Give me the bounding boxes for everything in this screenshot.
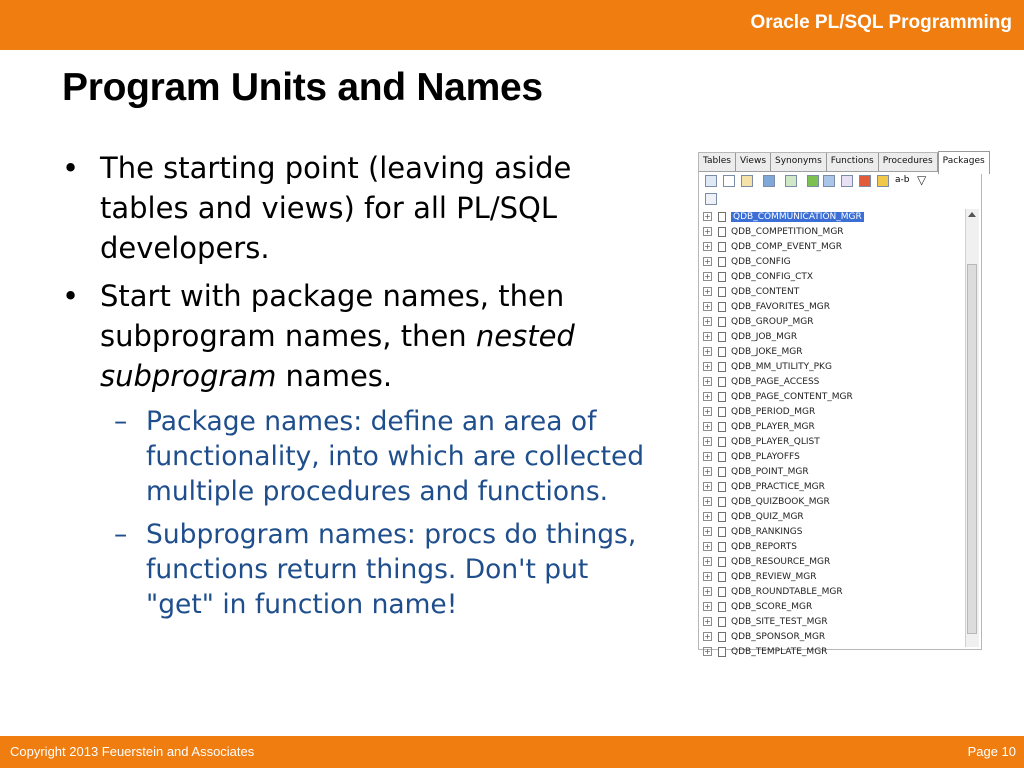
package-tree-item[interactable] (703, 239, 961, 254)
package-name: QDB_COMMUNICATION_MGR (733, 211, 862, 222)
package-name: QDB_GROUP_MGR (731, 316, 814, 327)
schema-browser-screenshot (698, 152, 985, 657)
package-icon (718, 347, 726, 357)
sub-bullet-text: Subprogram names: procs do things, functions return things. Don't put "get" in function name! (146, 519, 637, 620)
slide-body (62, 148, 662, 630)
expand-icon[interactable]: + (704, 467, 711, 476)
expand-icon[interactable]: + (704, 422, 711, 431)
package-tree-item[interactable] (703, 254, 961, 269)
package-name: QDB_CONFIG_CTX (731, 271, 814, 282)
compare-text[interactable]: a-b (895, 175, 910, 185)
package-icon (718, 647, 726, 657)
expand-icon[interactable]: + (704, 572, 711, 581)
package-icon (718, 572, 726, 582)
package-name: QDB_SITE_TEST_MGR (731, 616, 828, 627)
package-icon (718, 557, 726, 567)
describe-icon[interactable] (705, 193, 717, 205)
bullet-item (62, 148, 662, 268)
package-name: QDB_PLAYER_MGR (731, 421, 815, 432)
package-name: QDB_PLAYER_QLIST (731, 436, 820, 447)
dash-glyph: – (114, 406, 128, 437)
expand-icon[interactable]: + (704, 347, 711, 356)
package-name: QDB_PAGE_CONTENT_MGR (731, 391, 853, 402)
dash-glyph: – (114, 519, 128, 550)
package-name: QDB_PERIOD_MGR (731, 406, 816, 417)
tab-functions[interactable]: Functions (827, 153, 879, 171)
sub-bullet-text: Package names: define an area of functionality, into which are collected multiple procedures and functions. (146, 406, 645, 507)
package-name: QDB_QUIZBOOK_MGR (731, 496, 830, 507)
package-tree (703, 209, 961, 659)
tab-synonyms[interactable]: Synonyms (771, 153, 827, 171)
package-tree-item[interactable] (703, 434, 961, 449)
expand-icon[interactable]: + (704, 632, 711, 641)
compile-icon[interactable] (785, 175, 797, 187)
vertical-scrollbar[interactable] (965, 209, 979, 647)
expand-icon[interactable]: + (704, 302, 711, 311)
package-icon (718, 392, 726, 402)
package-icon (718, 512, 726, 522)
bullet-text: The starting point (leaving aside tables and views) for all PL/SQL developers. (100, 151, 572, 265)
package-tree-item[interactable] (703, 359, 961, 374)
sub-bullet-item (62, 517, 662, 622)
package-name: QDB_RANKINGS (731, 526, 803, 537)
package-tree-item[interactable] (703, 614, 961, 629)
favorite-icon[interactable] (877, 175, 889, 187)
filter-icon[interactable]: ▽ (917, 173, 927, 187)
package-tree-item[interactable] (703, 599, 961, 614)
footer-bar (0, 736, 1024, 768)
sql-icon[interactable] (841, 175, 853, 187)
edit-icon[interactable] (741, 175, 753, 187)
package-icon (718, 212, 726, 222)
run-icon[interactable] (807, 175, 819, 187)
expand-icon[interactable]: + (704, 587, 711, 596)
expand-icon[interactable]: + (704, 407, 711, 416)
browser-toolbar (703, 173, 973, 207)
expand-icon[interactable]: + (704, 287, 711, 296)
expand-icon[interactable]: + (704, 617, 711, 626)
tab-packages[interactable]: Packages (938, 151, 990, 174)
package-icon (718, 317, 726, 327)
package-tree-item[interactable] (703, 329, 961, 344)
package-tree-item[interactable] (703, 344, 961, 359)
expand-icon[interactable]: + (704, 227, 711, 236)
package-name: QDB_POINT_MGR (731, 466, 809, 477)
package-tree-item[interactable] (703, 284, 961, 299)
sub-bullet-item (62, 404, 662, 509)
package-icon (718, 587, 726, 597)
package-name: QDB_PRACTICE_MGR (731, 481, 825, 492)
save-icon[interactable] (763, 175, 775, 187)
package-icon (718, 482, 726, 492)
page-number: Page 10 (967, 744, 1016, 759)
package-name: QDB_COMP_EVENT_MGR (731, 241, 843, 252)
package-icon (718, 602, 726, 612)
expand-icon[interactable]: + (704, 542, 711, 551)
package-name: QDB_MM_UTILITY_PKG (731, 361, 832, 372)
expand-icon[interactable]: + (704, 437, 711, 446)
package-name: QDB_JOKE_MGR (731, 346, 803, 357)
package-icon (718, 617, 726, 627)
expand-icon[interactable]: + (704, 212, 711, 221)
package-tree-item[interactable] (703, 389, 961, 404)
bullet-text-post: names. (276, 359, 393, 393)
package-name: QDB_JOB_MGR (731, 331, 798, 342)
expand-icon[interactable]: + (704, 482, 711, 491)
expand-icon[interactable]: + (704, 272, 711, 281)
bullet-glyph: • (62, 279, 80, 313)
package-tree-item[interactable] (703, 629, 961, 644)
tab-views[interactable]: Views (736, 153, 771, 171)
package-name: QDB_REVIEW_MGR (731, 571, 817, 582)
expand-icon[interactable]: + (704, 512, 711, 521)
new-file-icon[interactable] (723, 175, 735, 187)
bullet-text-emphasis: nested subprogram (100, 319, 575, 393)
expand-icon[interactable]: + (704, 527, 711, 536)
package-icon (718, 332, 726, 342)
package-tree-item[interactable] (703, 449, 961, 464)
package-name: QDB_QUIZ_MGR (731, 511, 804, 522)
package-icon (718, 437, 726, 447)
expand-icon[interactable]: + (704, 242, 711, 251)
package-name: QDB_SCORE_MGR (731, 601, 813, 612)
package-icon (718, 407, 726, 417)
view-icon[interactable] (705, 175, 717, 187)
tools-icon[interactable] (859, 175, 871, 187)
package-name: QDB_TEMPLATE_MGR (731, 646, 828, 657)
tab-procedures[interactable]: Procedures (879, 153, 938, 171)
package-tree-item[interactable] (703, 224, 961, 239)
bullet-glyph: • (62, 151, 80, 185)
package-name: QDB_CONFIG (731, 256, 791, 267)
package-icon (718, 497, 726, 507)
package-icon (718, 362, 726, 372)
expand-icon[interactable]: + (704, 647, 711, 656)
package-tree-item[interactable] (703, 644, 961, 659)
slide-title: Program Units and Names (62, 66, 543, 109)
package-tree-item[interactable] (703, 314, 961, 329)
expand-icon[interactable]: + (704, 497, 711, 506)
package-tree-item[interactable] (703, 569, 961, 584)
package-tree-item[interactable] (703, 209, 961, 224)
object-type-tabs (699, 153, 985, 172)
package-name: QDB_RESOURCE_MGR (731, 556, 831, 567)
package-name: QDB_PAGE_ACCESS (731, 376, 820, 387)
package-icon (718, 377, 726, 387)
package-icon (718, 632, 726, 642)
package-icon (718, 467, 726, 477)
package-icon (718, 452, 726, 462)
expand-icon[interactable]: + (704, 377, 711, 386)
expand-icon[interactable]: + (704, 557, 711, 566)
package-icon (718, 527, 726, 537)
package-tree-item[interactable] (703, 524, 961, 539)
bullet-text-pre: Start with package names, then subprogram names, then (100, 279, 565, 353)
package-tree-item[interactable] (703, 554, 961, 569)
package-tree-item[interactable] (703, 374, 961, 389)
package-name: QDB_COMPETITION_MGR (731, 226, 844, 237)
package-name: QDB_REPORTS (731, 541, 797, 552)
package-tree-item[interactable] (703, 464, 961, 479)
package-name: QDB_PLAYOFFS (731, 451, 800, 462)
expand-icon[interactable]: + (704, 257, 711, 266)
package-icon (718, 257, 726, 267)
package-tree-item[interactable] (703, 539, 961, 554)
bullet-item (62, 276, 662, 396)
package-tree-item[interactable] (703, 419, 961, 434)
package-name: QDB_SPONSOR_MGR (731, 631, 826, 642)
package-name: QDB_FAVORITES_MGR (731, 301, 830, 312)
expand-icon[interactable]: + (704, 602, 711, 611)
package-icon (718, 227, 726, 237)
expand-icon[interactable]: + (704, 452, 711, 461)
package-tree-item[interactable] (703, 404, 961, 419)
package-icon (718, 542, 726, 552)
package-icon (718, 272, 726, 282)
package-icon (718, 302, 726, 312)
package-icon (718, 242, 726, 252)
package-name: QDB_CONTENT (731, 286, 800, 297)
expand-icon[interactable]: + (704, 362, 711, 371)
package-tree-item[interactable] (703, 269, 961, 284)
package-tree-item[interactable] (703, 299, 961, 314)
debug-icon[interactable] (823, 175, 835, 187)
package-tree-item[interactable] (703, 584, 961, 599)
expand-icon[interactable]: + (704, 392, 711, 401)
package-tree-item[interactable] (703, 509, 961, 524)
scrollbar-thumb[interactable] (967, 264, 977, 634)
course-title: Oracle PL/SQL Programming (750, 12, 1012, 33)
tab-tables[interactable]: Tables (699, 153, 736, 171)
package-tree-item[interactable] (703, 494, 961, 509)
expand-icon[interactable]: + (704, 332, 711, 341)
package-icon (718, 287, 726, 297)
package-name: QDB_ROUNDTABLE_MGR (731, 586, 843, 597)
package-tree-item[interactable] (703, 479, 961, 494)
copyright-text: Copyright 2013 Feuerstein and Associates (10, 744, 255, 759)
expand-icon[interactable]: + (704, 317, 711, 326)
package-icon (718, 422, 726, 432)
header-bar (0, 0, 1024, 50)
scroll-up-arrow-icon[interactable] (968, 212, 976, 217)
